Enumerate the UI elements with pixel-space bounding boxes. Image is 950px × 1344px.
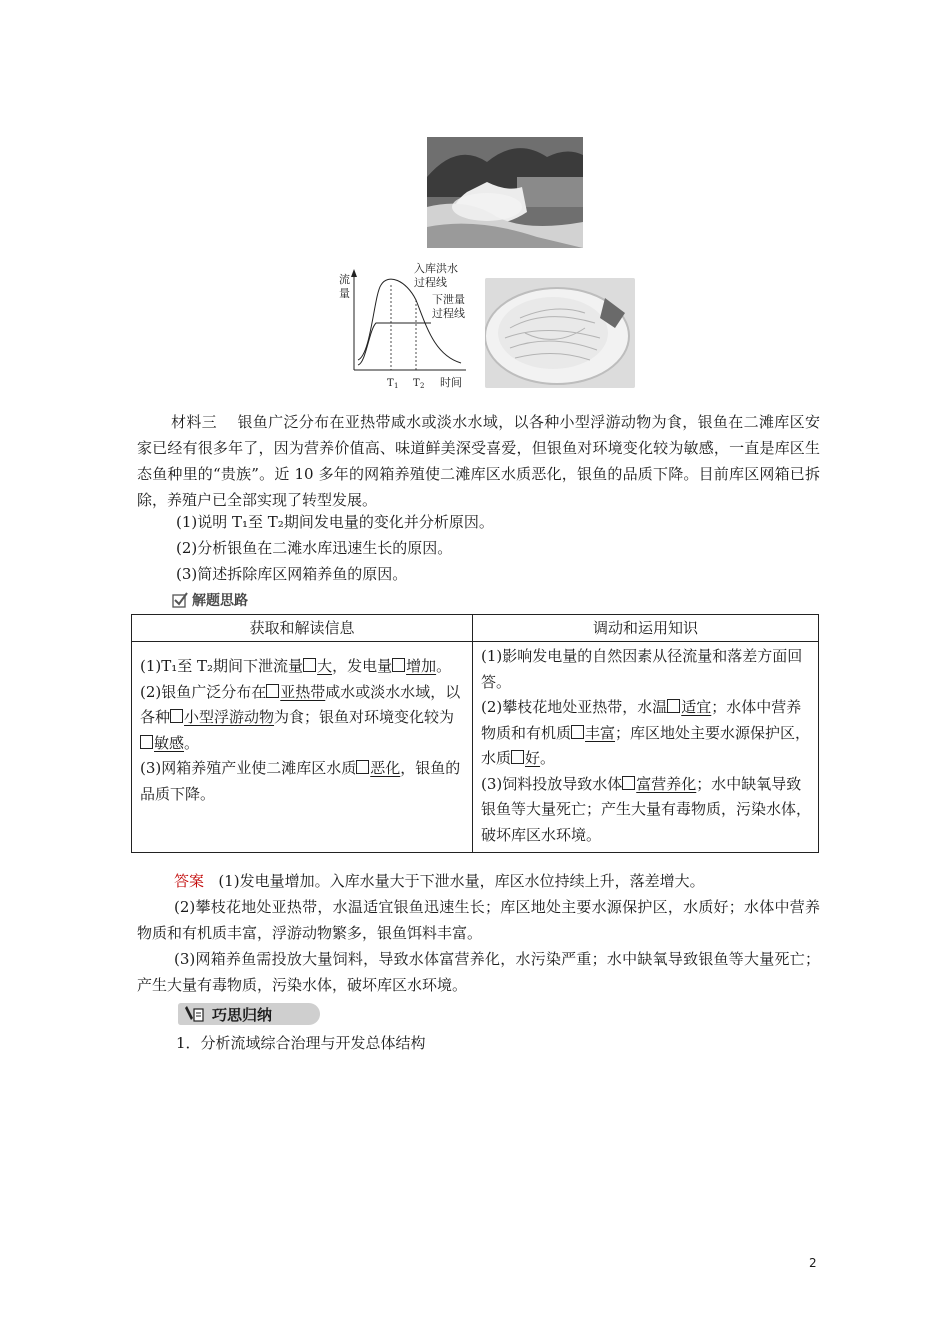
blank-box-icon — [140, 735, 153, 749]
pen-notebook-icon — [178, 1003, 212, 1025]
info-item-2: (2)银鱼广泛分布在 亚热带咸水或淡水水域，以各种 小型浮游动物为食；银鱼对环境变化较为敏感。 — [140, 682, 461, 752]
blank-box-icon — [356, 760, 369, 774]
dam-photo — [427, 137, 583, 248]
checkbox-check-icon — [172, 592, 188, 608]
info-table — [131, 614, 819, 853]
table-row — [132, 642, 819, 853]
knowledge-item-1: (1)影响发电量的自然因素从径流量和落差方面回答。 — [481, 647, 803, 691]
knowledge-item-2: (2)攀枝花地处亚热带，水温 适宜；水体中营养物质和有机质 丰富；库区地处主要水源保护区，水质 好。 — [481, 698, 811, 767]
material-three-paragraph — [137, 409, 820, 513]
outflow-curve — [358, 323, 431, 365]
material-three-text: 银鱼广泛分布在亚热带咸水或淡水水域，以各种小型浮游动物为食，银鱼在二滩库区安家已经有很多年了，因为营养价值高、味道鲜美深受喜爱，但银鱼对环境变化较为敏感，一直是库区生态鱼种里的“贵族”。近 10 多年的网箱养殖使二滩库区水质恶化，银鱼的品质下降。目前库区网箱已拆除，养殖户已全部实现了转型发展。 — [137, 413, 820, 509]
y-axis-arrow — [351, 269, 357, 277]
answer-paragraph-1 — [137, 868, 820, 894]
question-2: (2)分析银鱼在二滩水库迅速生长的原因。 — [176, 539, 453, 557]
summary-banner — [178, 1003, 320, 1025]
silverfish-photo — [485, 278, 635, 388]
blank-box-icon — [266, 684, 279, 698]
ylabel-1: 流 — [339, 273, 350, 286]
t2-sub: 2 — [420, 382, 425, 390]
table-cell-knowledge — [473, 642, 819, 853]
time-label: 时间 — [440, 376, 462, 389]
page-number: 2 — [809, 1256, 817, 1270]
blank-box-icon — [511, 750, 524, 764]
outflow-label-2: 过程线 — [432, 307, 465, 320]
info-item-1: (1)T₁至 T₂期间下泄流量 大，发电量 增加。 — [140, 657, 452, 675]
table-header-row — [132, 615, 819, 642]
flow-chart — [336, 255, 476, 395]
info-item-3: (3)网箱养殖产业使二滩库区水质 恶化，银鱼的品质下降。 — [140, 759, 461, 803]
inflow-curve — [358, 279, 461, 363]
table-header-info: 获取和解读信息 — [132, 615, 473, 642]
blank-box-icon — [571, 725, 584, 739]
table-header-knowledge: 调动和运用知识 — [473, 615, 819, 642]
ylabel-2: 量 — [339, 287, 350, 300]
section-title-text: 解题思路 — [192, 593, 248, 609]
t1-label: T — [387, 378, 394, 389]
inflow-label-1: 入库洪水 — [414, 262, 458, 275]
table-cell-info — [132, 642, 473, 853]
inflow-label-2: 过程线 — [414, 276, 447, 289]
answer-paragraph-3: (3)网箱养鱼需投放大量饲料，导致水体富营养化，水污染严重；水中缺氧导致银鱼等大量死亡；产生大量有毒物质，污染水体，破坏库区水环境。 — [137, 950, 820, 994]
t1-sub: 1 — [394, 382, 399, 390]
question-1: (1)说明 T₁至 T₂期间发电量的变化并分析原因。 — [176, 513, 494, 531]
question-3: (3)简述拆除库区网箱养鱼的原因。 — [176, 565, 408, 583]
answer-1: (1)发电量增加。入库水量大于下泄水量，库区水位持续上升，落差增大。 — [218, 872, 705, 890]
material-three-label: 材料三 — [171, 413, 218, 431]
heading-1: 1．分析流域综合治理与开发总体结构 — [176, 1034, 426, 1052]
section-title — [172, 590, 248, 610]
t2-label: T — [413, 378, 420, 389]
answer-paragraph-2: (2)攀枝花地处亚热带，水温适宜银鱼迅速生长；库区地处主要水源保护区，水质好；水体中营养物质和有机质丰富，浮游动物繁多，银鱼饵料丰富。 — [137, 898, 820, 942]
blank-box-icon — [303, 658, 316, 672]
blank-box-icon — [622, 776, 635, 790]
blank-box-icon — [170, 709, 183, 723]
outflow-label-1: 下泄量 — [432, 293, 465, 306]
blank-box-icon — [667, 699, 680, 713]
answer-label: 答案 — [174, 872, 205, 890]
knowledge-item-3: (3)饲料投放导致水体 富营养化；水中缺氧导致银鱼等大量死亡；产生大量有毒物质，污染水体，破坏库区水环境。 — [481, 774, 812, 844]
blank-box-icon — [392, 658, 405, 672]
summary-banner-title: 巧思归纳 — [212, 1005, 273, 1024]
